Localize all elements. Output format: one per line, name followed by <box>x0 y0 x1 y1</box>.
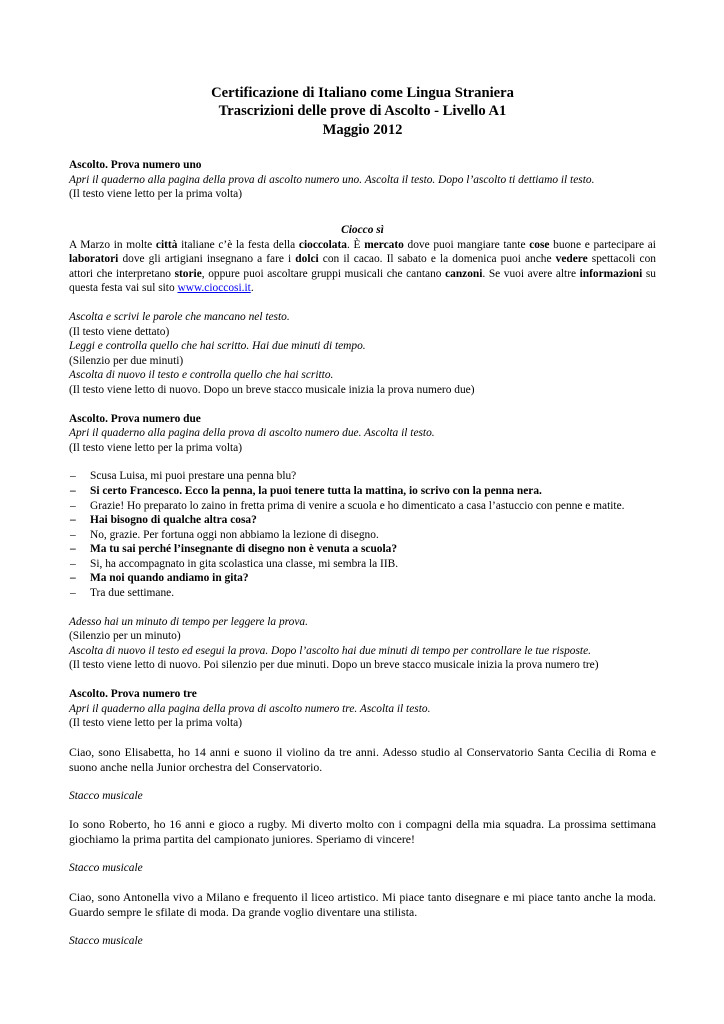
title-line-2: Trascrizioni delle prove di Ascolto - Livello A1 <box>218 103 507 120</box>
instruction-line: (Silenzio per un minuto) <box>69 630 181 643</box>
text-run: . È <box>346 238 365 251</box>
instruction-line: Leggi e controlla quello che hai scritto. Hai due minuti di tempo. <box>69 340 366 353</box>
dialogue-line: – No, grazie. Per fortuna oggi non abbiamo la lezione di disegno. <box>69 528 656 543</box>
missing-word: informazioni <box>579 267 643 280</box>
dialogue-line: – Scusa Luisa, mi puoi prestare una penna blu? <box>69 469 656 484</box>
text-run: dove gli artigiani insegnano a fare i <box>118 253 296 266</box>
title-line-3: Maggio 2012 <box>322 121 403 138</box>
dialogue-line: – Si certo Francesco. Ecco la penna, la puoi tenere tutta la mattina, io scrivo con la penna nera. <box>69 484 656 499</box>
monologue: Io sono Roberto, ho 16 anni e gioco a rugby. Mi diverto molto con i compagni della mia squadra. La prossima settimana giochiamo la prima partita del campionato juniores. Speriamo di vincere! <box>69 817 656 847</box>
dialogue-line: – Grazie! Ho preparato lo zaino in fretta prima di venire a scuola e ho dimenticato a casa l’astuccio con penne e matite. <box>69 499 656 514</box>
musical-break: Stacco musicale <box>69 935 143 947</box>
missing-word: città <box>155 238 178 251</box>
musical-break: Stacco musicale <box>69 789 143 802</box>
missing-word: cose <box>529 238 550 251</box>
instruction-line: Adesso hai un minuto di tempo per leggere la prova. <box>69 615 308 628</box>
instructions-after <box>69 615 656 673</box>
text-title: Ciocco sì <box>341 224 384 236</box>
missing-word: canzoni <box>445 267 483 280</box>
missing-word: mercato <box>364 238 404 251</box>
instruction-line: (Il testo viene letto di nuovo. Poi silenzio per due minuti. Dopo un breve stacco musicale inizia la prova numero tre) <box>69 659 599 672</box>
text-run: . Se vuoi avere altre <box>482 267 580 280</box>
section-prova-tre <box>69 687 656 949</box>
dialogue-line: – Ma noi quando andiamo in gita? <box>69 571 656 586</box>
text-run: buone e partecipare ai <box>549 238 656 251</box>
text-run: con il cacao. Il sabato e la domenica puoi anche <box>318 253 556 266</box>
musical-break: Stacco musicale <box>69 862 143 875</box>
section-heading: Ascolto. Prova numero tre <box>69 688 197 701</box>
section-prova-uno <box>69 158 656 397</box>
missing-word: storie <box>174 267 202 280</box>
text-run: dove puoi mangiare tante <box>403 238 530 251</box>
section-heading: Ascolto. Prova numero due <box>69 412 201 425</box>
dialogue-line: – Si, ha accompagnato in gita scolastica una classe, mi sembra la IIB. <box>69 557 656 572</box>
section-heading: Ascolto. Prova numero uno <box>69 159 202 172</box>
website-link[interactable]: www.cioccosi.it <box>177 282 251 295</box>
text-run: , oppure puoi ascoltare gruppi musicali che cantano <box>201 267 446 280</box>
instruction: Apri il quaderno alla pagina della prova di ascolto numero tre. Ascolta il testo. <box>69 702 431 715</box>
note: (Il testo viene letto per la prima volta) <box>69 441 243 454</box>
missing-word: cioccolata <box>298 238 347 251</box>
dialogue-line: – Tra due settimane. <box>69 586 656 601</box>
dialogue-list <box>69 469 656 600</box>
missing-word: dolci <box>295 253 319 266</box>
text-run: . <box>250 282 254 295</box>
instruction-line: Ascolta e scrivi le parole che mancano nel testo. <box>69 310 290 323</box>
instruction-line: Ascolta di nuovo il testo e controlla quello che hai scritto. <box>69 369 334 382</box>
instruction-line: (Silenzio per due minuti) <box>69 354 184 367</box>
instruction: Apri il quaderno alla pagina della prova di ascolto numero due. Ascolta il testo. <box>69 427 435 440</box>
monologue: Ciao, sono Antonella vivo a Milano e frequento il liceo artistico. Mi piace tanto disegnare e mi piace tanto anche la moda. Guardo sempre le sfilate di moda. Da grande voglio diventare una stilista. <box>69 890 656 919</box>
text-run: A Marzo in molte <box>69 238 156 251</box>
instruction-line: Ascolta di nuovo il testo ed esegui la prova. Dopo l’ascolto hai due minuti di tempo per controllare le tue risposte. <box>69 644 591 657</box>
instruction-line: (Il testo viene dettato) <box>69 325 170 338</box>
instruction-line: (Il testo viene letto di nuovo. Dopo un breve stacco musicale inizia la prova numero due) <box>69 383 475 396</box>
dialogue-line: – Hai bisogno di qualche altra cosa? <box>69 513 656 528</box>
text-run: su questa festa vai sul sito <box>69 267 656 295</box>
instructions-after <box>69 310 656 398</box>
missing-word: vedere <box>555 253 588 266</box>
title-line-1: Certificazione di Italiano come Lingua Straniera <box>211 85 514 101</box>
monologue: Ciao, sono Elisabetta, ho 14 anni e suono il violino da tre anni. Adesso studio al Conservatorio Santa Cecilia di Roma e suono anche nella Junior orchestra del Conservatorio. <box>69 744 656 774</box>
text-run: spettacoli con attori che interpretano <box>69 253 656 280</box>
note: (Il testo viene letto per la prima volta) <box>69 188 243 201</box>
dictation-paragraph <box>69 238 656 296</box>
note: (Il testo viene letto per la prima volta) <box>69 717 243 730</box>
instruction: Apri il quaderno alla pagina della prova di ascolto numero uno. Ascolta il testo. Dopo l’ascolto ti dettiamo il testo. <box>69 173 595 186</box>
document-title <box>69 84 656 139</box>
text-run: italiane c’è la festa della <box>177 238 299 251</box>
dialogue-line: – Ma tu sai perché l’insegnante di disegno non è venuta a scuola? <box>69 542 656 557</box>
missing-word: laboratori <box>69 253 119 266</box>
section-prova-due <box>69 412 656 674</box>
